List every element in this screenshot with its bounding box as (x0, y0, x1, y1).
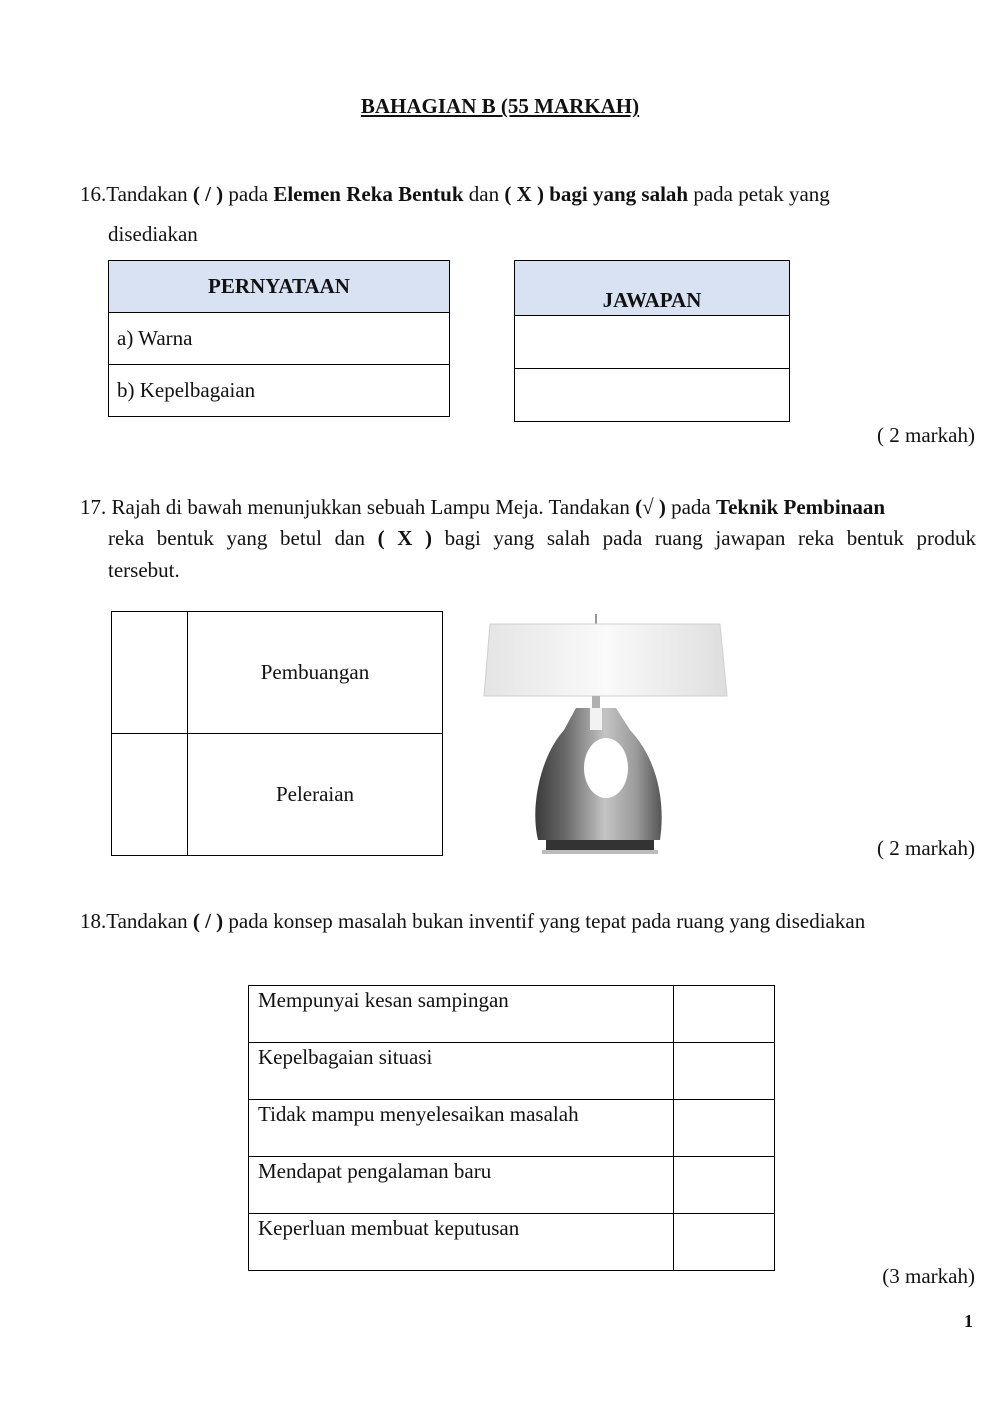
q16-marks: ( 2 markah) (877, 423, 975, 447)
answer-cell[interactable] (112, 734, 188, 856)
lamp-shade (484, 624, 727, 696)
lamp-neck-gap (590, 708, 602, 730)
page-number: 1 (964, 1311, 973, 1331)
answer-cell[interactable] (515, 316, 790, 369)
concept-row: Mempunyai kesan sampingan (249, 986, 674, 1043)
concept-row: Mendapat pengalaman baru (249, 1157, 674, 1214)
q17-marks: ( 2 markah) (877, 836, 975, 860)
q16-answer-table (514, 260, 790, 422)
q18-text: 18.Tandakan ( / ) pada konsep masalah bukan inventif yang tepat pada ruang yang disediakan (80, 909, 866, 933)
answer-cell[interactable] (674, 1100, 775, 1157)
q16-text: 16.Tandakan ( / ) pada Elemen Reka Bentuk dan ( X ) bagi yang salah pada petak yang (80, 182, 830, 206)
q16-statement-table (108, 260, 450, 417)
concept-row: Kepelbagaian situasi (249, 1043, 674, 1100)
q18-marks: (3 markah) (882, 1264, 975, 1288)
statement-row: a) Warna (109, 313, 450, 365)
q17-text-line2: reka bentuk yang betul dan ( X ) bagi yang salah pada ruang jawapan reka bentuk produk (108, 526, 977, 550)
answer-header: JAWAPAN (515, 261, 790, 316)
answer-cell[interactable] (674, 1043, 775, 1100)
q17-text-line3: tersebut. (108, 558, 180, 582)
q17-technique-table (111, 611, 443, 856)
answer-cell[interactable] (674, 986, 775, 1043)
table-lamp-image (480, 612, 730, 860)
answer-cell[interactable] (674, 1157, 775, 1214)
section-title: BAHAGIAN B (55 MARKAH) (360, 94, 640, 118)
option-peleraian: Peleraian (188, 734, 443, 856)
answer-cell[interactable] (515, 369, 790, 422)
lamp-plinth-edge (542, 850, 658, 854)
option-pembuangan: Pembuangan (188, 612, 443, 734)
lamp-stem (592, 696, 600, 710)
lamp-plinth (546, 840, 654, 850)
answer-cell[interactable] (674, 1214, 775, 1271)
q17-text: 17. Rajah di bawah menunjukkan sebuah Lampu Meja. Tandakan (√ ) pada Teknik Pembinaan (80, 495, 886, 519)
statement-row: b) Kepelbagaian (109, 365, 450, 417)
q18-concept-table (248, 985, 775, 1271)
q16-text-line2: disediakan (108, 222, 198, 246)
concept-row: Keperluan membuat keputusan (249, 1214, 674, 1271)
statement-header: PERNYATAAN (109, 261, 450, 313)
concept-row: Tidak mampu menyelesaikan masalah (249, 1100, 674, 1157)
answer-cell[interactable] (112, 612, 188, 734)
